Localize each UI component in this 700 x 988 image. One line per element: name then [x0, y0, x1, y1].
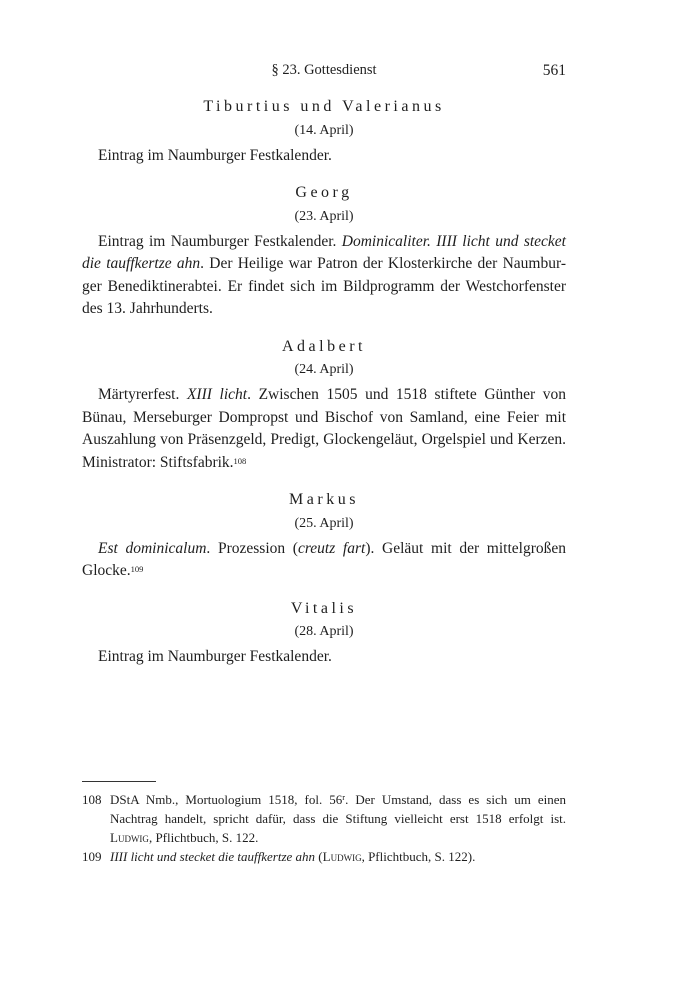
footnote-line: Nachtrag handelt, spricht dafür, dass die Stiftung vielleicht erst 1518 erfolgt ist.: [110, 811, 566, 826]
footnote-span: . Der Umstand, dass es sich um einen: [345, 792, 566, 807]
entry-line: ger Benediktinerabtei. Er findet sich im Bildprogramm der Westchorfenster: [82, 277, 566, 295]
entry-line: des 13. Jahrhunderts.: [82, 300, 213, 317]
entry-line: [82, 384, 566, 407]
feast-name: Markus: [289, 491, 359, 508]
author-name: Ludwig: [110, 830, 149, 845]
entry-italic: creutz fart: [297, 539, 366, 557]
entry-text: [82, 145, 566, 168]
footnote-109: [82, 847, 566, 866]
footnote-span: DStA Nmb., Mortuologium 1518, fol. 56: [110, 792, 343, 807]
entry-text: [82, 231, 566, 321]
entry-text: [82, 538, 566, 583]
feast-entry: [82, 336, 566, 475]
feast-date: (23. April): [294, 208, 354, 224]
superscript: r: [342, 792, 346, 802]
footnote-italic: IIII licht und stecket die tauffkertze ahn: [110, 849, 316, 864]
footnote-line: [110, 847, 566, 866]
feast-name: Tiburtius und Valerianus: [203, 98, 445, 115]
footnote-number: 109: [82, 849, 102, 864]
feast-entry: [82, 598, 566, 669]
footnote-number: 108: [82, 792, 102, 807]
entry-span: Märtyrerfest.: [98, 386, 180, 403]
footnote-line: [110, 790, 566, 809]
footnote-span: (: [315, 849, 323, 864]
entry-line: [82, 452, 566, 475]
footnote-108: [82, 790, 566, 847]
feast-date: (24. April): [294, 362, 354, 377]
footnote-span: , Pflichtbuch, S. 122).: [361, 849, 476, 864]
entry-span: . Zwischen 1505 und 1518 stiftete Günther von: [247, 386, 566, 403]
feast-entry: [82, 182, 566, 321]
entry-line: Bünau, Merseburger Dompropst und Bischof von Samland, eine Feier mit: [82, 408, 566, 426]
feast-date: (14. April): [294, 122, 354, 138]
feast-name: Adalbert: [282, 337, 366, 355]
footnote-line: [110, 828, 566, 847]
footnote-span: , Pflichtbuch, S. 122.: [148, 830, 259, 845]
entry-span: Eintrag im Naumburger Festkalender.: [98, 232, 337, 250]
entry-italic: Est dominicalum: [98, 539, 207, 557]
entry-span: ). Geläut mit der mittelgroßen: [365, 539, 567, 557]
feast-entry: [82, 489, 566, 583]
running-title: § 23. Gottesdienst: [271, 62, 377, 78]
entry-line: Eintrag im Naumburger Festkalender.: [98, 648, 332, 665]
footnotes: [82, 790, 566, 866]
entry-text: [82, 384, 566, 474]
entry-line: [82, 560, 566, 583]
entry-span: . Der Heilige war Patron der Klosterkirche der Naumbur-: [200, 255, 566, 272]
entry-italic: die tauffkertze ahn: [82, 255, 201, 272]
entry-line: [82, 253, 566, 276]
running-header: [82, 62, 566, 82]
author-name: Ludwig: [322, 849, 362, 864]
feast-date: (25. April): [294, 515, 354, 531]
footnote-rule: [82, 781, 156, 782]
entry-italic: Dominicaliter. IIII licht und stecket: [341, 232, 566, 250]
entry-line: Eintrag im Naumburger Festkalender.: [98, 146, 332, 164]
feast-date: (28. April): [294, 624, 354, 639]
entry-span: . Prozession (: [206, 539, 298, 557]
entry-line: [82, 538, 566, 561]
entry-text: [82, 646, 566, 669]
footnote-ref[interactable]: 109: [130, 564, 144, 574]
feast-name: Vitalis: [290, 599, 358, 617]
footnote-ref[interactable]: 108: [233, 455, 247, 466]
entry-line: Auszahlung von Präsenzgeld, Predigt, Glockengeläut, Orgelspiel und Kerzen.: [82, 431, 566, 448]
page-number: 561: [542, 62, 566, 79]
feast-name: Georg: [295, 184, 353, 201]
entry-span: Glocke.: [82, 562, 131, 579]
entry-span: Ministrator: Stiftsfabrik.: [82, 453, 234, 471]
entry-line: [82, 231, 566, 254]
main-text: [82, 96, 566, 684]
entry-italic: XIII licht: [186, 386, 248, 403]
feast-entry: [82, 96, 566, 167]
